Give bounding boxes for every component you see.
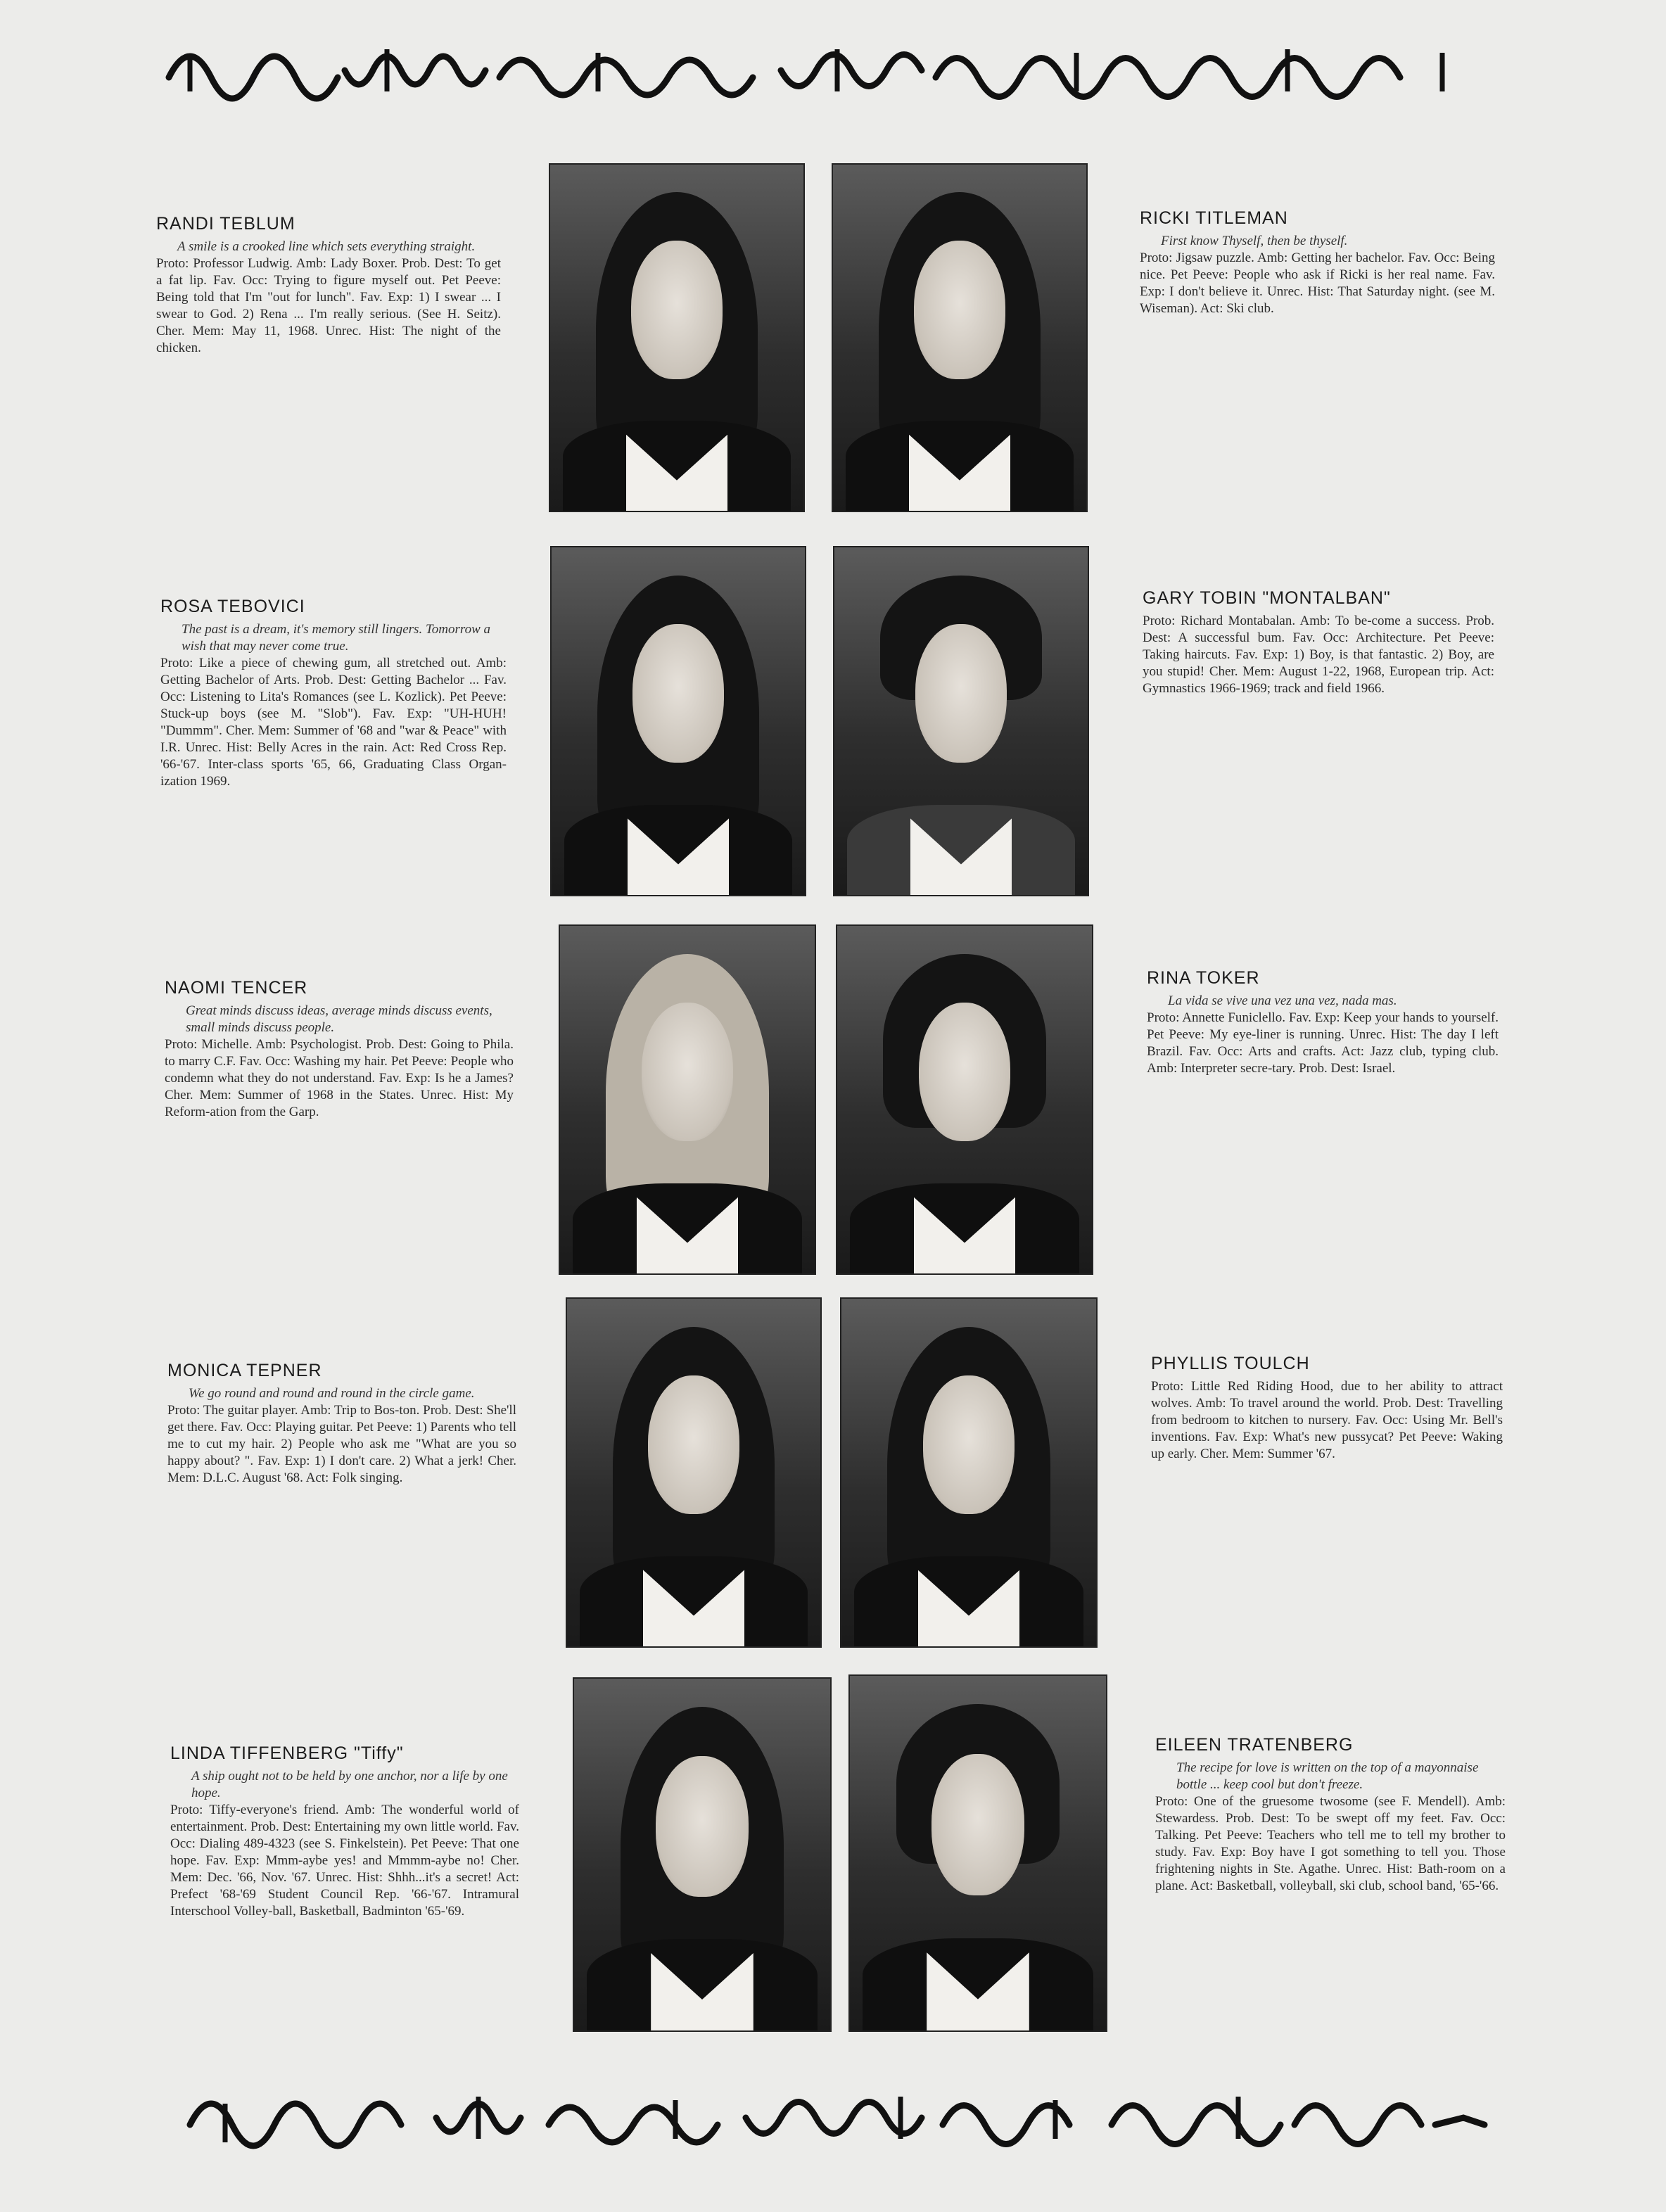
bottom-script-banner [183, 2076, 1520, 2160]
student-bio: Proto: One of the gruesome twosome (see F. Mendell). Amb: Stewardess. Prob. Dest: To be swept off my feet. Fav. Occ: Talking. Pet Peeve: Teachers who tell me to tell my brother to study. Fav. Exp: Boy have I got something to tell you. Those frightening nights in Ste. Agathe. Unrec. Hist: Bath-room on a plane. Act: Basketball, volleyball, ski club, school band, '65-'66. [1155, 1794, 1506, 1893]
student-name: PHYLLIS TOULCH [1151, 1354, 1310, 1373]
student-name: GARY TOBIN "MONTALBAN" [1143, 588, 1391, 608]
calligraphy-ornament-icon [162, 28, 1499, 113]
portrait-photo [573, 1677, 832, 2032]
student-bio: Proto: Richard Montabalan. Amb: To be-come a success. Prob. Dest: A successful bum. Fav. Occ: Architecture. Pet Peeve: Taking haircuts. Fav. Exp: 1) Boy, is that fantastic. 2) Boy, are you stupid! Cher. Mem: August 1-22, 1968, European trip. Act: Gymnastics 1966-1969; track and field 1966. [1143, 614, 1494, 696]
student-bio: Proto: Professor Ludwig. Amb: Lady Boxer. Prob. Dest: To get a fat lip. Fav. Occ: Trying to figure myself out. Pet Peeve: Being told that I'm "out for lunch". Fav. Exp: 1) I swear ... I swear to God. 2) Rena ... I'm really serious. (See H. Seitz). Cher. Mem: May 11, 1968. Unrec. Hist: The night of the chicken. [156, 256, 501, 355]
portrait-photo [549, 163, 805, 512]
student-bio: Proto: Michelle. Amb: Psychologist. Prob. Dest: Going to Phila. to marry C.F. Fav. Occ: Washing my hair. Pet Peeve: People who condemn what they do not understand. Fav. Exp: Is he a James? Cher. Mem: Summer of 1968 in the States. Unrec. Hist: My Reform-ation from the Garp. [165, 1037, 514, 1119]
portrait-photo [832, 163, 1088, 512]
student-entry [1140, 208, 1495, 317]
portrait-photo [550, 546, 806, 896]
student-name: RICKI TITLEMAN [1140, 208, 1288, 228]
student-entry [165, 978, 514, 1121]
student-quote: The recipe for love is written on the top of a mayonnaise bottle ... keep cool but don't freeze. [1176, 1760, 1479, 1792]
portrait-photo [836, 924, 1093, 1275]
top-script-banner [162, 28, 1499, 113]
student-name: LINDA TIFFENBERG "Tiffy" [170, 1743, 404, 1763]
student-quote: Great minds discuss ideas, average minds discuss events, small minds discuss people. [186, 1003, 492, 1035]
portrait-photo [833, 546, 1089, 896]
student-entry [1143, 588, 1494, 697]
student-quote: First know Thyself, then be thyself. [1161, 234, 1348, 248]
student-bio: Proto: Like a piece of chewing gum, all stretched out. Amb: Getting Bachelor of Arts. Prob. Dest: Getting Bachelor ... Fav. Occ: Listening to Lita's Romances (see L. Kozlick). Pet Peeve: Stuck-up boys (see M. "Slob"). Fav. Exp: "UH-HUH! "Dummm". Cher. Mem: Summer of '68 and "war & Peace" with I.R. Unrec. Hist: Belly Acres in the rain. Act: Red Cross Rep. '66-'67. Inter-class sports '65, 66, Graduating Class Organ-ization 1969. [160, 656, 507, 789]
student-name: RANDI TEBLUM [156, 214, 295, 234]
calligraphy-ornament-icon [183, 2076, 1520, 2160]
portrait-photo [559, 924, 816, 1275]
student-entry [1151, 1354, 1503, 1463]
student-quote: La vida se vive una vez una vez, nada mas. [1168, 993, 1397, 1008]
student-entry [1147, 968, 1499, 1077]
student-name: NAOMI TENCER [165, 978, 308, 998]
student-quote: A smile is a crooked line which sets everything straight. [177, 239, 476, 254]
student-entry [1155, 1735, 1506, 1895]
student-entry [170, 1743, 519, 1920]
student-quote: We go round and round and round in the circle game. [189, 1386, 475, 1401]
student-quote: The past is a dream, it's memory still lingers. Tomorrow a wish that may never come true. [182, 622, 490, 654]
portrait-photo [848, 1674, 1107, 2032]
portrait-photo [840, 1297, 1098, 1648]
student-bio: Proto: The guitar player. Amb: Trip to Bos-ton. Prob. Dest: She'll get there. Fav. Occ: Playing guitar. Pet Peeve: 1) Parents who tell me to cut my hair. 2) People who ask me "What are you so happy about? ". Fav. Exp: 1) I don't care. 2) What a jerk! Cher. Mem: D.L.C. August '68. Act: Folk singing. [167, 1403, 516, 1485]
student-entry [160, 597, 507, 790]
student-bio: Proto: Jigsaw puzzle. Amb: Getting her bachelor. Fav. Occ: Being nice. Pet Peeve: People who ask if Ricki is her real name. Fav. Exp: I don't believe it. Unrec. Hist: That Saturday night. (see M. Wiseman). Act: Ski club. [1140, 250, 1495, 316]
student-name: MONICA TEPNER [167, 1361, 322, 1380]
student-name: ROSA TEBOVICI [160, 597, 305, 616]
student-bio: Proto: Little Red Riding Hood, due to her ability to attract wolves. Amb: To travel around the world. Prob. Dest: Travelling from bedroom to kitchen to nursery. Fav. Occ: Using Mr. Bell's inventions. Fav. Exp: What's new pussycat? Pet Peeve: Waking up early. Cher. Mem: Summer '67. [1151, 1379, 1503, 1461]
portrait-photo [566, 1297, 822, 1648]
student-bio: Proto: Annette Funiclello. Fav. Exp: Keep your hands to yourself. Pet Peeve: My eye-liner is running. Unrec. Hist: The day I left Brazil. Fav. Occ: Arts and crafts. Act: Jazz club, typing club. Amb: Interpreter secre-tary. Prob. Dest: Israel. [1147, 1010, 1499, 1076]
student-entry [156, 214, 501, 357]
student-bio: Proto: Tiffy-everyone's friend. Amb: The wonderful world of entertainment. Prob. Dest: Entertaining my own little world. Fav. Occ: Dialing 489-4323 (see S. Finkelstein). Pet Peeve: That one hope. Fav. Exp: Mmm-aybe yes! and Mmmm-aybe no! Cher. Mem: Dec. '66, Nov. '67. Unrec. Hist: Shhh...it's a secret! Act: Prefect '68-'69 Student Council Rep. '66-'67. Intramural Interschool Volley-ball, Basketball, Badminton '65-'69. [170, 1803, 519, 1919]
student-name: EILEEN TRATENBERG [1155, 1735, 1354, 1755]
student-quote: A ship ought not to be held by one anchor, nor a life by one hope. [191, 1769, 508, 1800]
student-name: RINA TOKER [1147, 968, 1260, 988]
student-entry [167, 1361, 516, 1487]
